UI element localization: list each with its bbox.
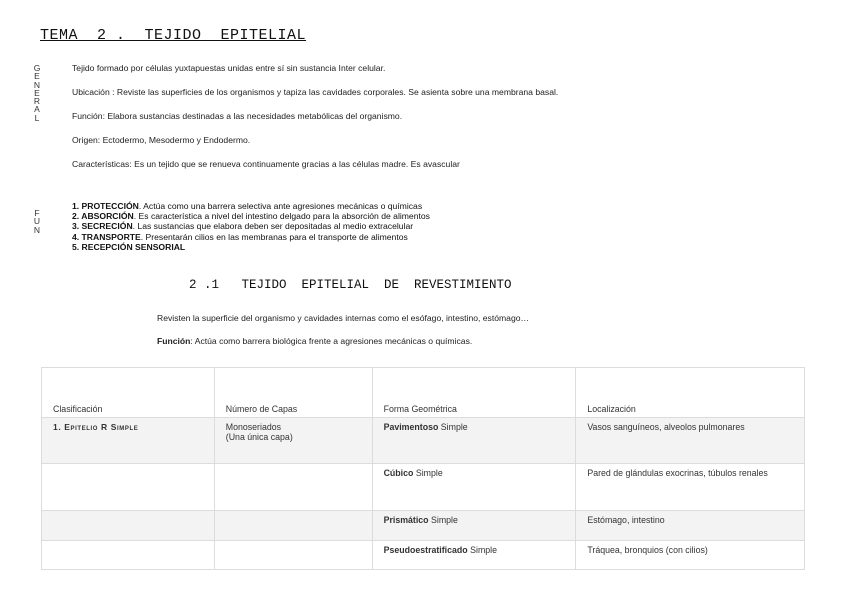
side-letter: A [34,104,40,115]
general-location: Ubicación : Reviste las superficies de los organismos y tapiza las cavidades corporales. Se asienta sobre una membrana basal. [72,87,559,97]
cell-clasificacion [42,464,215,511]
cell-forma: Pseudoestratificado Simple [372,541,576,570]
cell-clasificacion [42,511,215,541]
side-letter: N [33,79,41,90]
side-letter: N [33,224,41,235]
section-function: Función: Actúa como barrera biológica frente a agresiones mecánicas o químicas. [157,336,473,346]
function-item: 5. RECEPCIÓN SENSORIAL [72,241,186,252]
table-row [42,541,805,570]
side-letter: L [34,112,40,123]
table-header-row [42,368,805,418]
table-row [42,418,805,464]
classification-table [41,367,805,570]
fun-side-label [31,209,43,234]
general-function: Función: Elabora sustancias destinadas a las necesidades metabólicas del organismo. [72,111,403,121]
cell-localizacion: Estómago, intestino [576,511,805,541]
header-clasificacion: Clasificación [42,368,215,418]
general-definition: Tejido formado por células yuxtapuestas unidas entre sí sin sustancia Inter celular. [72,63,386,73]
function-item: 4. TRANSPORTE. Presentarán cilios en las membranas para el transporte de alimentos [72,231,408,242]
side-letter: G [33,63,41,73]
cell-localizacion: Tráquea, bronquios (con cilios) [576,541,805,570]
page-title: TEMA 2 . TEJIDO EPITELIAL [40,27,307,44]
cell-clasificacion: 1. Epitelio R Simple [42,418,215,464]
function-item: 1. PROTECCIÓN. Actúa como una barrera selectiva ante agresiones mecánicas o químicas [72,201,423,211]
header-localizacion: Localización [576,368,805,418]
table-row [42,464,805,511]
cell-capas [214,464,372,511]
side-letter: E [34,71,40,82]
cell-capas [214,541,372,570]
side-letter: U [33,216,41,227]
general-side-label [31,64,43,122]
function-item: 3. SECRECIÓN. Las sustancias que elabora deben ser depositadas al medio extracelular [72,221,414,232]
section-subtitle: 2 .1 TEJIDO EPITELIAL DE REVESTIMIENTO [189,278,512,292]
side-letter: F [34,208,40,218]
side-letter: E [34,87,40,98]
functions-list [72,201,430,252]
cell-forma: Pavimentoso Simple [372,418,576,464]
cell-forma: Cúbico Simple [372,464,576,511]
cell-capas: Monoseriados (Una única capa) [214,418,372,464]
general-origin: Origen: Ectodermo, Mesodermo y Endodermo. [72,135,251,145]
cell-capas [214,511,372,541]
side-letter: R [33,96,41,107]
general-characteristics: Características: Es un tejido que se renueva continuamente gracias a las células madre. Es avascular [72,159,460,169]
function-item: 2. ABSORCIÓN. Es característica a nivel del intestino delgado para la absorción de alimentos [72,211,430,222]
header-forma: Forma Geométrica [372,368,576,418]
table-row [42,511,805,541]
cell-forma: Prismático Simple [372,511,576,541]
cell-localizacion: Vasos sanguíneos, alveolos pulmonares [576,418,805,464]
cell-clasificacion [42,541,215,570]
section-intro: Revisten la superficie del organismo y cavidades internas como el esófago, intestino, estómago… [157,313,530,323]
header-capas: Número de Capas [214,368,372,418]
cell-localizacion: Pared de glándulas exocrinas, túbulos renales [576,464,805,511]
